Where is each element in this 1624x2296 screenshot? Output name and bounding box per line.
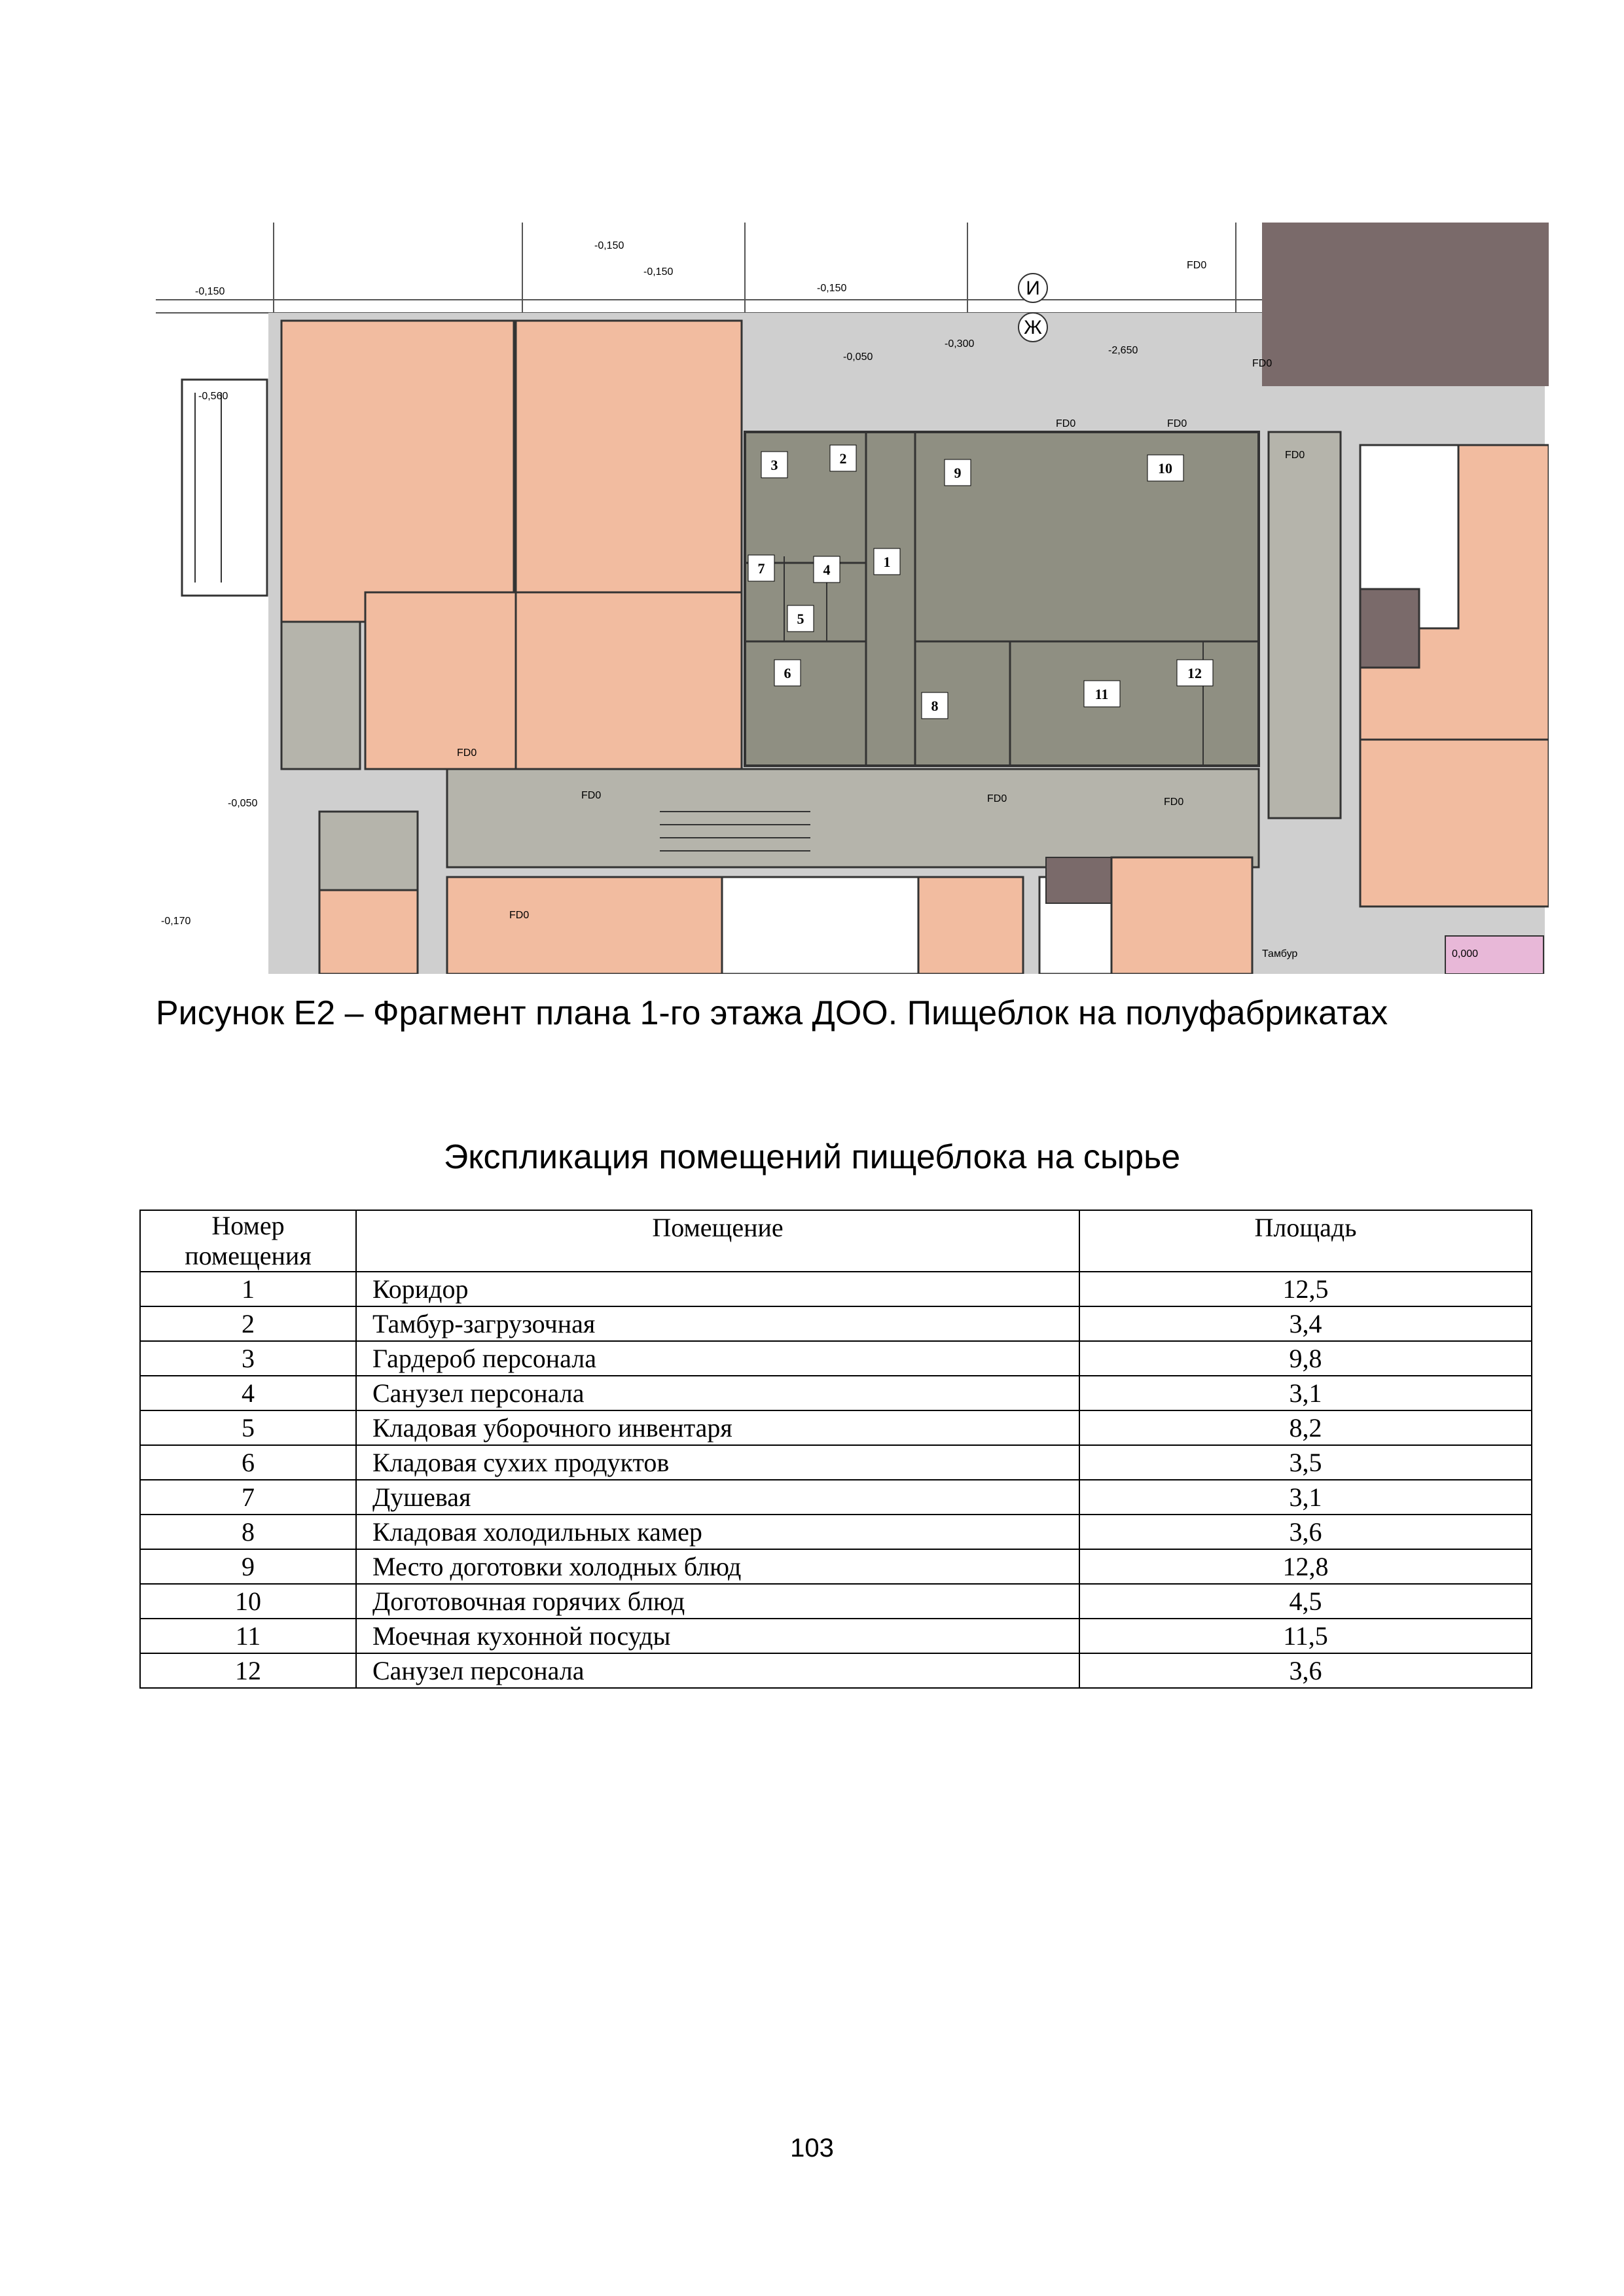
table-header-row <box>140 1210 1532 1272</box>
room-name: Коридор <box>356 1272 1079 1306</box>
room-number: 10 <box>140 1584 356 1619</box>
room-number: 12 <box>140 1653 356 1688</box>
elevation-mark: -0,560 <box>198 391 228 402</box>
room-area: 8,2 <box>1079 1410 1532 1445</box>
door-label: FD0 <box>509 910 530 921</box>
svg-text:7: 7 <box>757 560 765 577</box>
svg-text:3: 3 <box>770 457 778 473</box>
svg-text:12: 12 <box>1187 665 1202 681</box>
door-label: FD0 <box>1056 418 1076 429</box>
kitchen-block <box>745 432 1259 766</box>
table-row <box>140 1410 1532 1445</box>
room-1-2 <box>516 321 742 592</box>
room-name: Санузел персонала <box>356 1653 1079 1688</box>
room-area: 9,8 <box>1079 1341 1532 1376</box>
door-label: FD0 <box>1164 797 1184 808</box>
room-name: Место доготовки холодных блюд <box>356 1549 1079 1584</box>
room-area: 12,5 <box>1079 1272 1532 1306</box>
room-name: Тамбур-загрузочная <box>356 1306 1079 1341</box>
table-row <box>140 1515 1532 1549</box>
room-area: 3,1 <box>1079 1376 1532 1410</box>
room-area: 3,6 <box>1079 1515 1532 1549</box>
elevation-mark: -0,150 <box>643 266 674 278</box>
door-label: FD0 <box>1252 358 1272 369</box>
page-number: 103 <box>790 2134 834 2162</box>
table-row <box>140 1376 1532 1410</box>
table-title: Экспликация помещений пищеблока на сырье <box>443 1138 1181 1176</box>
elevation-mark: -0,050 <box>843 351 873 363</box>
room-name: Санузел персонала <box>356 1376 1079 1410</box>
svg-text:10: 10 <box>1158 460 1172 476</box>
elevation-mark: -2,650 <box>1108 345 1138 356</box>
room-name: Кладовая уборочного инвентаря <box>356 1410 1079 1445</box>
room-area: 12,8 <box>1079 1549 1532 1584</box>
elevation-mark: -0,150 <box>817 283 847 294</box>
explication-table <box>139 1210 1532 1689</box>
elevation-mark: -0,300 <box>945 338 975 350</box>
room-number: 8 <box>140 1515 356 1549</box>
room-name: Доготовочная горячих блюд <box>356 1584 1079 1619</box>
vestibule-label: Тамбур <box>1262 948 1298 960</box>
door-label: FD0 <box>1285 450 1305 461</box>
elevation-mark: -0,050 <box>228 798 258 809</box>
svg-text:5: 5 <box>797 611 804 627</box>
room-number: 5 <box>140 1410 356 1445</box>
elevation-mark: 0,000 <box>1452 948 1479 960</box>
room-number: 9 <box>140 1549 356 1584</box>
room-number: 7 <box>140 1480 356 1515</box>
room-area: 3,4 <box>1079 1306 1532 1341</box>
header-area: Площадь <box>1079 1210 1532 1272</box>
grid-mark: И <box>1026 278 1040 299</box>
room-name: Моечная кухонной посуды <box>356 1619 1079 1653</box>
table-row <box>140 1549 1532 1584</box>
floor-plan <box>156 223 1549 974</box>
table-row <box>140 1584 1532 1619</box>
room-number: 3 <box>140 1341 356 1376</box>
door-label: FD0 <box>1167 418 1187 429</box>
room-number: 4 <box>140 1376 356 1410</box>
door-label: FD0 <box>987 793 1007 804</box>
room-name: Душевая <box>356 1480 1079 1515</box>
table-row <box>140 1272 1532 1306</box>
svg-text:4: 4 <box>823 562 831 578</box>
room-number: 2 <box>140 1306 356 1341</box>
door-label: FD0 <box>581 790 602 801</box>
grid-mark: Ж <box>1024 317 1042 338</box>
room-name: Кладовая сухих продуктов <box>356 1445 1079 1480</box>
room-area: 3,5 <box>1079 1445 1532 1480</box>
room-area: 4,5 <box>1079 1584 1532 1619</box>
svg-text:2: 2 <box>839 450 847 467</box>
svg-text:6: 6 <box>784 665 791 681</box>
room-1-1 <box>281 321 514 622</box>
svg-text:8: 8 <box>931 698 939 714</box>
table-row <box>140 1341 1532 1376</box>
door-label: FD0 <box>1187 260 1207 271</box>
door-label: FD0 <box>457 747 477 759</box>
table-row <box>140 1619 1532 1653</box>
header-room-name: Помещение <box>356 1210 1079 1272</box>
svg-text:1: 1 <box>883 554 891 570</box>
room-number: 1 <box>140 1272 356 1306</box>
room-area: 3,6 <box>1079 1653 1532 1688</box>
table-row <box>140 1306 1532 1341</box>
table-row <box>140 1480 1532 1515</box>
room-number: 6 <box>140 1445 356 1480</box>
room-name: Кладовая холодильных камер <box>356 1515 1079 1549</box>
elevation-mark: -0,170 <box>161 916 191 927</box>
room-area: 11,5 <box>1079 1619 1532 1653</box>
elevation-mark: -0,150 <box>594 240 624 251</box>
room-name: Гардероб персонала <box>356 1341 1079 1376</box>
figure-caption: Рисунок Е2 – Фрагмент плана 1-го этажа ДОО. Пищеблок на полуфабрикатах <box>156 994 1388 1032</box>
svg-text:11: 11 <box>1094 686 1109 702</box>
corridor <box>447 769 1259 867</box>
svg-text:9: 9 <box>954 465 962 481</box>
table-row <box>140 1445 1532 1480</box>
room-area: 3,1 <box>1079 1480 1532 1515</box>
table-row <box>140 1653 1532 1688</box>
room-number: 11 <box>140 1619 356 1653</box>
header-room-number: Номер помещения <box>140 1210 356 1272</box>
elevation-mark: -0,150 <box>195 286 225 297</box>
